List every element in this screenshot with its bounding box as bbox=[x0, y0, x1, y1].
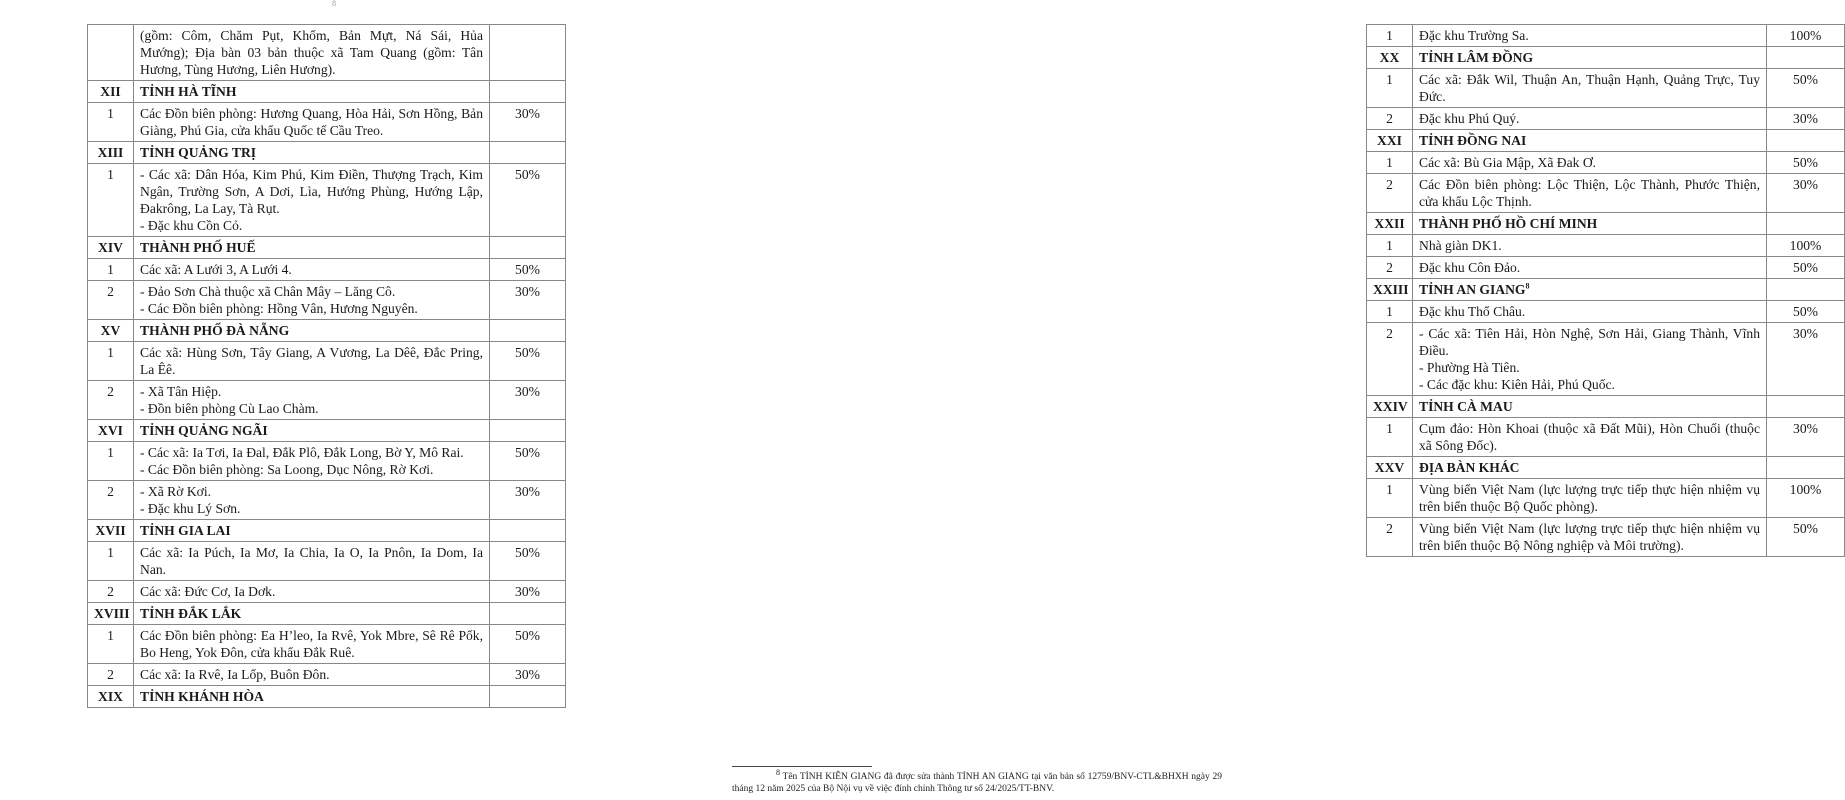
area-line: Nhà giàn DK1. bbox=[1419, 238, 1502, 253]
item-number: 2 bbox=[88, 381, 134, 420]
table-row bbox=[1367, 108, 1845, 130]
table-row bbox=[1367, 518, 1845, 557]
table-row bbox=[1367, 418, 1845, 457]
area-line: Các xã: A Lưới 3, A Lưới 4. bbox=[140, 262, 292, 277]
allowance-rate: 50% bbox=[490, 442, 566, 481]
table-row bbox=[1367, 174, 1845, 213]
item-number: 1 bbox=[88, 103, 134, 142]
area-description bbox=[1413, 152, 1767, 174]
area-line: - Đồn biên phòng Cù Lao Chàm. bbox=[140, 401, 319, 416]
section-name-text: TỈNH AN GIANG bbox=[1419, 282, 1526, 297]
area-line: Các xã: Bù Gia Mập, Xã Đak Ơ. bbox=[1419, 155, 1597, 170]
item-number: 2 bbox=[88, 281, 134, 320]
section-number: XXV bbox=[1367, 457, 1413, 479]
area-line: Các xã: Ia Púch, Ia Mơ, Ia Chia, Ia O, Ia Pnôn, Ia Dom, Ia Nan. bbox=[140, 545, 483, 577]
area-description bbox=[1413, 418, 1767, 457]
empty-rate-cell bbox=[490, 237, 566, 259]
allowance-rate: 50% bbox=[1767, 69, 1845, 108]
area-line: Đặc khu Thổ Châu. bbox=[1419, 304, 1526, 319]
section-name-text: THÀNH PHỐ HỒ CHÍ MINH bbox=[1419, 216, 1598, 231]
area-line: - Các Đồn biên phòng: Hồng Vân, Hương Nguyên. bbox=[140, 301, 418, 316]
area-line: Các Đồn biên phòng: Ea H’leo, Ia Rvê, Yok Mbre, Sê Rê Pốk, Bo Heng, Yok Đôn, cửa khẩu Đắk Ruê. bbox=[140, 628, 483, 660]
footnote-mark: 8 bbox=[776, 767, 780, 777]
section-header-row bbox=[1367, 130, 1845, 152]
table-row bbox=[88, 103, 566, 142]
area-line: Vùng biển Việt Nam (lực lượng trực tiếp thực hiện nhiệm vụ trên biển thuộc Bộ Quốc phòng). bbox=[1419, 482, 1760, 514]
table-row bbox=[88, 164, 566, 237]
area-line: Vùng biển Việt Nam (lực lượng trực tiếp thực hiện nhiệm vụ trên biển thuộc Bộ Nông nghiệp và Môi trường). bbox=[1419, 521, 1760, 553]
item-number: 1 bbox=[88, 542, 134, 581]
section-name-text: TỈNH ĐỒNG NAI bbox=[1419, 133, 1527, 148]
section-name bbox=[1413, 279, 1767, 301]
footnote-text: Tên TỈNH KIÊN GIANG đã được sửa thành TỈNH AN GIANG tại văn bản số 12759/BNV-CTL&BHXH ngày 29 tháng 12 năm 2025 của Bộ Nội vụ về việc đính chính Thông tư số 24/2025/TT-BNV. bbox=[732, 772, 1222, 794]
table-row bbox=[1367, 257, 1845, 279]
empty-rate-cell bbox=[490, 603, 566, 625]
table-row bbox=[88, 281, 566, 320]
allowance-rate: 100% bbox=[1767, 479, 1845, 518]
item-number: 1 bbox=[1367, 479, 1413, 518]
section-name-text: TỈNH QUẢNG NGÃI bbox=[140, 423, 268, 438]
allowance-rate: 50% bbox=[1767, 257, 1845, 279]
allowance-rate: 30% bbox=[490, 664, 566, 686]
allowance-rate: 30% bbox=[1767, 174, 1845, 213]
allowance-rate bbox=[490, 25, 566, 81]
item-number: 2 bbox=[1367, 257, 1413, 279]
area-description bbox=[134, 103, 490, 142]
section-name bbox=[1413, 130, 1767, 152]
table-row bbox=[1367, 479, 1845, 518]
table-row bbox=[1367, 152, 1845, 174]
area-description bbox=[134, 259, 490, 281]
area-description bbox=[1413, 69, 1767, 108]
allowance-rate: 50% bbox=[490, 625, 566, 664]
right-page bbox=[640, 0, 1822, 800]
section-name-text: TỈNH HÀ TĨNH bbox=[140, 84, 237, 99]
section-name bbox=[1413, 457, 1767, 479]
section-name bbox=[134, 81, 490, 103]
allowance-rate: 30% bbox=[490, 103, 566, 142]
item-number: 2 bbox=[88, 581, 134, 603]
area-line: Các xã: Ia Rvê, Ia Lốp, Buôn Đôn. bbox=[140, 667, 330, 682]
section-name-text: TỈNH KHÁNH HÒA bbox=[140, 689, 264, 704]
section-header-row bbox=[88, 420, 566, 442]
table-row bbox=[1367, 69, 1845, 108]
area-description bbox=[134, 25, 490, 81]
area-description bbox=[134, 542, 490, 581]
area-line: - Các Đồn biên phòng: Sa Loong, Dục Nông, Rờ Kơi. bbox=[140, 462, 434, 477]
item-number: 2 bbox=[1367, 108, 1413, 130]
footnote bbox=[732, 767, 1222, 795]
area-description bbox=[1413, 301, 1767, 323]
area-description bbox=[1413, 518, 1767, 557]
allowance-rate: 50% bbox=[490, 259, 566, 281]
area-description bbox=[134, 281, 490, 320]
section-name-text: TỈNH CÀ MAU bbox=[1419, 399, 1513, 414]
section-name bbox=[134, 603, 490, 625]
area-description bbox=[134, 164, 490, 237]
table-row bbox=[88, 381, 566, 420]
item-number: 2 bbox=[88, 664, 134, 686]
item-number: 1 bbox=[1367, 301, 1413, 323]
section-name-text: TỈNH ĐẮK LẮK bbox=[140, 606, 242, 621]
empty-rate-cell bbox=[1767, 457, 1845, 479]
item-number: 1 bbox=[88, 625, 134, 664]
area-description bbox=[1413, 235, 1767, 257]
item-number: 1 bbox=[1367, 69, 1413, 108]
section-number: XXII bbox=[1367, 213, 1413, 235]
section-name bbox=[134, 420, 490, 442]
table-row bbox=[88, 542, 566, 581]
area-description bbox=[1413, 257, 1767, 279]
area-line: (gồm: Côm, Chăm Pụt, Khốm, Bản Mựt, Ná Sái, Hủa Mướng); Địa bàn 03 bản thuộc xã Tam Quang (gồm: Tân Hương, Tùng Hương, Liên Hương). bbox=[140, 28, 483, 77]
area-description bbox=[134, 664, 490, 686]
section-header-row bbox=[88, 686, 566, 708]
area-line: - Các xã: Ia Tơi, Ia Đal, Đắk Plô, Đắk Long, Bờ Y, Mô Rai. bbox=[140, 445, 464, 460]
area-description bbox=[1413, 108, 1767, 130]
area-description bbox=[134, 581, 490, 603]
allowance-rate: 100% bbox=[1767, 235, 1845, 257]
right-allowance-table bbox=[1366, 24, 1845, 557]
section-number: XX bbox=[1367, 47, 1413, 69]
area-line: Các Đồn biên phòng: Lộc Thiện, Lộc Thành, Phước Thiện, cửa khẩu Lộc Thịnh. bbox=[1419, 177, 1760, 209]
empty-rate-cell bbox=[1767, 213, 1845, 235]
item-number: 2 bbox=[1367, 518, 1413, 557]
empty-rate-cell bbox=[1767, 47, 1845, 69]
item-number: 2 bbox=[88, 481, 134, 520]
empty-rate-cell bbox=[1767, 130, 1845, 152]
empty-rate-cell bbox=[1767, 396, 1845, 418]
allowance-rate: 30% bbox=[490, 481, 566, 520]
empty-rate-cell bbox=[1767, 279, 1845, 301]
area-description bbox=[134, 442, 490, 481]
allowance-rate: 50% bbox=[490, 342, 566, 381]
area-line: Cụm đảo: Hòn Khoai (thuộc xã Đất Mũi), Hòn Chuối (thuộc xã Sông Đốc). bbox=[1419, 421, 1760, 453]
allowance-rate: 30% bbox=[490, 381, 566, 420]
area-line: - Đặc khu Lý Sơn. bbox=[140, 501, 241, 516]
section-name bbox=[134, 142, 490, 164]
allowance-rate: 30% bbox=[1767, 108, 1845, 130]
section-number: XIV bbox=[88, 237, 134, 259]
area-line: - Đặc khu Cồn Cỏ. bbox=[140, 218, 243, 233]
allowance-rate: 50% bbox=[1767, 518, 1845, 557]
section-number: XVI bbox=[88, 420, 134, 442]
section-name-text: TỈNH LÂM ĐỒNG bbox=[1419, 50, 1534, 65]
item-number: 2 bbox=[1367, 323, 1413, 396]
empty-rate-cell bbox=[490, 686, 566, 708]
footnote-rule bbox=[732, 766, 872, 767]
allowance-rate: 30% bbox=[490, 581, 566, 603]
allowance-rate: 30% bbox=[1767, 418, 1845, 457]
allowance-rate: 50% bbox=[490, 542, 566, 581]
table-row bbox=[88, 442, 566, 481]
area-description bbox=[1413, 25, 1767, 47]
area-line: Đặc khu Côn Đảo. bbox=[1419, 260, 1521, 275]
section-name bbox=[134, 320, 490, 342]
empty-rate-cell bbox=[490, 520, 566, 542]
section-header-row bbox=[88, 142, 566, 164]
section-number: XXI bbox=[1367, 130, 1413, 152]
item-number: 1 bbox=[88, 442, 134, 481]
section-number: XXIII bbox=[1367, 279, 1413, 301]
section-header-row bbox=[1367, 279, 1845, 301]
table-row bbox=[88, 625, 566, 664]
section-name bbox=[134, 686, 490, 708]
section-header-row bbox=[88, 520, 566, 542]
section-header-row bbox=[1367, 213, 1845, 235]
area-line: - Đảo Sơn Chà thuộc xã Chân Mây – Lăng Cô. bbox=[140, 284, 396, 299]
section-number: XXIV bbox=[1367, 396, 1413, 418]
section-number: XIII bbox=[88, 142, 134, 164]
table-row bbox=[1367, 235, 1845, 257]
section-header-row bbox=[88, 81, 566, 103]
item-number: 2 bbox=[1367, 174, 1413, 213]
area-description bbox=[1413, 174, 1767, 213]
section-name bbox=[134, 237, 490, 259]
allowance-rate: 30% bbox=[1767, 323, 1845, 396]
section-name bbox=[1413, 47, 1767, 69]
table-row bbox=[88, 25, 566, 81]
area-line: Các xã: Đức Cơ, Ia Dơk. bbox=[140, 584, 276, 599]
section-header-row bbox=[88, 320, 566, 342]
item-number: 1 bbox=[88, 342, 134, 381]
allowance-rate: 30% bbox=[490, 281, 566, 320]
footnote-reference: 8 bbox=[1525, 281, 1530, 291]
left-page bbox=[0, 0, 640, 800]
section-number: XV bbox=[88, 320, 134, 342]
area-line: Đặc khu Phú Quý. bbox=[1419, 111, 1520, 126]
empty-rate-cell bbox=[490, 420, 566, 442]
table-row bbox=[88, 481, 566, 520]
item-number: 1 bbox=[88, 164, 134, 237]
table-row bbox=[1367, 323, 1845, 396]
section-header-row bbox=[88, 603, 566, 625]
area-line: Đặc khu Trường Sa. bbox=[1419, 28, 1529, 43]
area-description bbox=[134, 342, 490, 381]
area-line: Các Đồn biên phòng: Hương Quang, Hòa Hải, Sơn Hồng, Bản Giàng, Phú Gia, cửa khẩu Quốc tế Cầu Treo. bbox=[140, 106, 483, 138]
area-description bbox=[134, 381, 490, 420]
area-line: Các xã: Hùng Sơn, Tây Giang, A Vương, La Dêê, Đắc Pring, La Êê. bbox=[140, 345, 483, 377]
section-header-row bbox=[1367, 47, 1845, 69]
area-line: - Phường Hà Tiên. bbox=[1419, 360, 1520, 375]
section-name bbox=[134, 520, 490, 542]
section-number: XVIII bbox=[88, 603, 134, 625]
section-name bbox=[1413, 396, 1767, 418]
item-number: 1 bbox=[1367, 25, 1413, 47]
section-header-row bbox=[1367, 396, 1845, 418]
item-number: 1 bbox=[88, 259, 134, 281]
area-line: Các xã: Đắk Wil, Thuận An, Thuận Hạnh, Quảng Trực, Tuy Đức. bbox=[1419, 72, 1760, 104]
section-number: XIX bbox=[88, 686, 134, 708]
item-number: 1 bbox=[1367, 418, 1413, 457]
area-description bbox=[134, 625, 490, 664]
section-number: XVII bbox=[88, 520, 134, 542]
area-line: - Các xã: Tiên Hải, Hòn Nghệ, Sơn Hải, Giang Thành, Vĩnh Điều. bbox=[1419, 326, 1760, 358]
allowance-rate: 50% bbox=[1767, 152, 1845, 174]
table-row bbox=[88, 259, 566, 281]
section-header-row bbox=[88, 237, 566, 259]
area-description bbox=[1413, 479, 1767, 518]
section-name-text: THÀNH PHỐ ĐÀ NẴNG bbox=[140, 323, 290, 338]
left-allowance-table bbox=[87, 24, 566, 708]
section-name-text: TỈNH GIA LAI bbox=[140, 523, 231, 538]
item-number: 1 bbox=[1367, 152, 1413, 174]
section-number: XII bbox=[88, 81, 134, 103]
empty-rate-cell bbox=[490, 142, 566, 164]
page-top-mark: 8 bbox=[332, 0, 336, 8]
section-name bbox=[1413, 213, 1767, 235]
empty-rate-cell bbox=[490, 320, 566, 342]
table-row bbox=[1367, 301, 1845, 323]
area-line: - Các xã: Dân Hóa, Kim Phú, Kim Điền, Thượng Trạch, Kim Ngân, Trường Sơn, A Dơi, Lìa, Hướng Phùng, Hướng Lập, Đakrông, La Lay, Tà Rụt. bbox=[140, 167, 483, 216]
area-line: - Các đặc khu: Kiên Hải, Phú Quốc. bbox=[1419, 377, 1615, 392]
section-header-row bbox=[1367, 457, 1845, 479]
table-row bbox=[1367, 25, 1845, 47]
table-row bbox=[88, 581, 566, 603]
allowance-rate: 50% bbox=[490, 164, 566, 237]
allowance-rate: 50% bbox=[1767, 301, 1845, 323]
empty-rate-cell bbox=[490, 81, 566, 103]
table-row bbox=[88, 664, 566, 686]
section-name-text: THÀNH PHỐ HUẾ bbox=[140, 240, 256, 255]
table-row bbox=[88, 342, 566, 381]
section-name-text: ĐỊA BÀN KHÁC bbox=[1419, 460, 1520, 475]
area-line: - Xã Tân Hiệp. bbox=[140, 384, 222, 399]
area-description bbox=[1413, 323, 1767, 396]
allowance-rate: 100% bbox=[1767, 25, 1845, 47]
item-number: 1 bbox=[1367, 235, 1413, 257]
section-name-text: TỈNH QUẢNG TRỊ bbox=[140, 145, 257, 160]
item-number bbox=[88, 25, 134, 81]
area-line: - Xã Rờ Kơi. bbox=[140, 484, 212, 499]
area-description bbox=[134, 481, 490, 520]
